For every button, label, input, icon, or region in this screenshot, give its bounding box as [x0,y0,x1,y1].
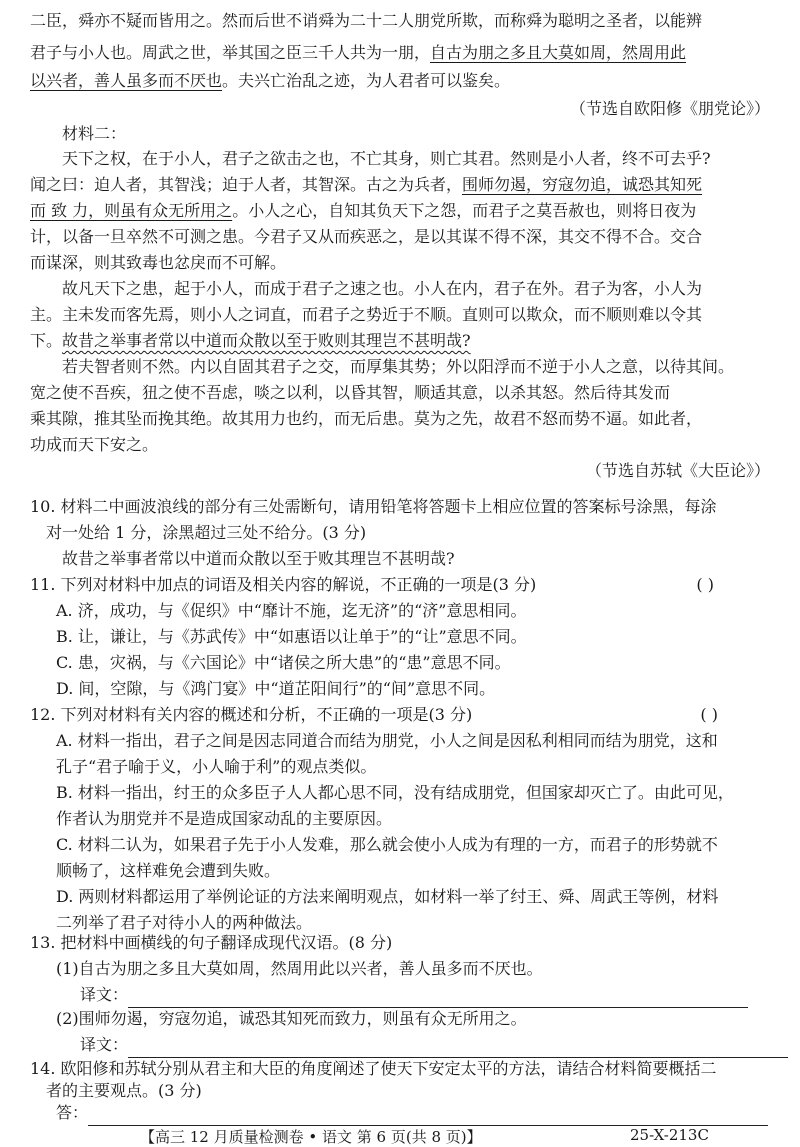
option-b: B. 让，谦让，与《苏武传》中“如惠语以让单于”的“让”意思不同。 [56,627,527,646]
material2-line: 天下之权，在于小人，君子之欲击之也，不亡其身，则亡其君。然则是小人者，终不可去乎? [62,149,711,168]
material2-source: （节选自苏轼《大臣论》） [585,461,770,480]
underlined-sentence: 自古为朋之多且大莫如周，然周用此 [430,43,687,62]
option-c: 顺畅了，这样难免会遭到失败。 [56,861,281,880]
option-b: B. 材料一指出，纣王的众多臣子人人都心思不同，没有结成朋党，但国家却灭亡了。由此可见， [56,783,734,802]
answer-line [30,1100,774,1126]
question-13-sentence: (2)围师勿遏，穷寇勿追，诚恐其知死而致力，则虽有众无所用之。 [56,1009,527,1028]
material2-line: 计，以备一旦卒然不可测之患。今君子又从而疾恶之，是以其谋不得不深，其交不得不合。交合 [30,227,703,246]
material1-line: 君子与小人也。周武之世，举其国之臣三千人共为一朋，自古为朋之多且大莫如周，然周用此 [30,43,687,62]
translation-line: 译文： [30,1032,774,1058]
answer-label: 答： [56,1103,89,1122]
answer-parentheses[interactable]: ( ) [696,575,714,594]
option-a: 孔子“君子喻于义，小人喻于利”的观点类似。 [56,757,377,776]
material2-label: 材料二： [62,124,127,143]
footer-code: 25-X-213C [630,1126,709,1144]
option-d: 二列举了君子对待小人的两种做法。 [56,913,313,932]
material2-line: 而谋深，则其致毒也忿戾而不可解。 [30,253,287,272]
material2-line: 主。主未发而客先焉，则小人之词直，而君子之势近于不顺。直则可以欺众，而不顺则难以令其 [30,305,703,324]
question-13-sentence: (1)自古为朋之多且大莫如周，然周用此以兴者，善人虽多而不厌也。 [56,959,543,978]
option-d: D. 间，空隙，与《鸿门宴》中“道芷阳间行”的“间”意思不同。 [56,679,496,698]
material2-line: 乘其隙，推其坠而挽其绝。故其用力也约，而无后患。莫为之先，故君不怒而势不逼。如此者， [30,409,703,428]
question-13: 13. 把材料中画横线的句子翻译成现代汉语。(8 分) [30,933,393,952]
wavy-underlined-sentence: 故昔之举事者常以中道而众散以至于败则其理岂不甚明哉? [62,331,471,350]
option-a: A. 材料一指出，君子之间是因志同道合而结为朋党，小人之间是因私利相同而结为朋党，这和 [56,731,718,750]
option-a: A. 济，成功，与《促织》中“靡计不施，迄无济”的“济”意思相同。 [56,601,527,620]
translation-line: 译文： [30,982,774,1008]
question-14: 14. 欧阳修和苏轼分别从君主和大臣的角度阐述了使天下安定太平的方法，请结合材料简要概括二 [30,1059,717,1078]
option-d: D. 两则材料都运用了举例论证的方法来阐明观点，如材料一举了纣王、舜、周武王等例，材料 [56,887,719,906]
question-10-sentence: 故昔之举事者常以中道而众散以至于败其理岂不甚明哉? [62,549,455,568]
material2-line: 闻之曰：迫人者，其智浅；迫于人者，其智深。古之为兵者，围师勿遏，穷寇勿追，诚恐其知死 [30,175,703,194]
underlined-sentence: 兴者，善人虽多而不厌也 [46,71,223,90]
question-11: 11. 下列对材料中加点的词语及相关内容的解说，不正确的一项是(3 分) ( ) [30,572,774,598]
option-b: 作者认为朋党并不是造成国家动乱的主要原因。 [56,809,393,828]
question-10: 10. 材料二中画波浪线的部分有三处需断句，请用铅笔将答题卡上相应位置的答案标号涂黑，每涂 [30,497,717,516]
question-12: 12. 下列对材料有关内容的概述和分析，不正确的一项是(3 分) ( ) [30,702,774,728]
material1-source: （节选自欧阳修《朋党论》） [569,99,770,118]
question-14: 者的主要观点。(3 分) [46,1081,202,1100]
option-c: C. 患，灾祸，与《六国论》中“诸侯之所大患”的“患”意思不同。 [56,653,511,672]
answer-parentheses[interactable]: ( ) [700,705,718,724]
underlined-sentence: 围师勿遏，穷寇勿追，诚恐其知死 [462,175,703,194]
material1-line: 以兴者，善人虽多而不厌也。夫兴亡治乱之迹，为人君者可以鉴矣。 [30,71,511,90]
material2-line: 功成而天下安之。 [30,435,159,454]
material2-line: 下。故昔之举事者常以中道而众散以至于败则其理岂不甚明哉? [30,331,471,350]
footer-title: 【高三 12 月质量检测卷 • 语文 第 6 页(共 8 页)】 [140,1128,482,1146]
question-10: 对一处给 1 分，涂黑超过三处不给分。(3 分) [46,523,367,542]
answer-input[interactable] [88,1107,768,1126]
material2-line: 而 致 力，则虽有众无所用之。小人之心，自知其负天下之怨，而君子之莫吾赦也，则将日夜为 [30,201,697,220]
material2-line: 故凡天下之患，起于小人，而成于君子之速之也。小人在内，君子在外。君子为客，小人为 [62,279,703,298]
material2-line: 若夫智者则不然。内以自固其君子之交，而厚集其势；外以阳浮而不逆于小人之意，以待其间。 [62,357,735,376]
material2-line: 宽之使不吾疾，狃之使不吾虑，啖之以利，以昏其智，顺适其意，以杀其怒。然后待其发而 [30,383,671,402]
material1-line: 二臣，舜亦不疑而皆用之。然而后世不诮舜为二十二人朋党所欺，而称舜为聪明之圣者，以能辨 [30,11,703,30]
option-c: C. 材料二认为，如果君子先于小人发难，那么就会使小人成为有理的一方，而君子的形势就不 [56,835,718,854]
underlined-sentence: 而 致 力，则虽有众无所用之 [30,201,233,220]
